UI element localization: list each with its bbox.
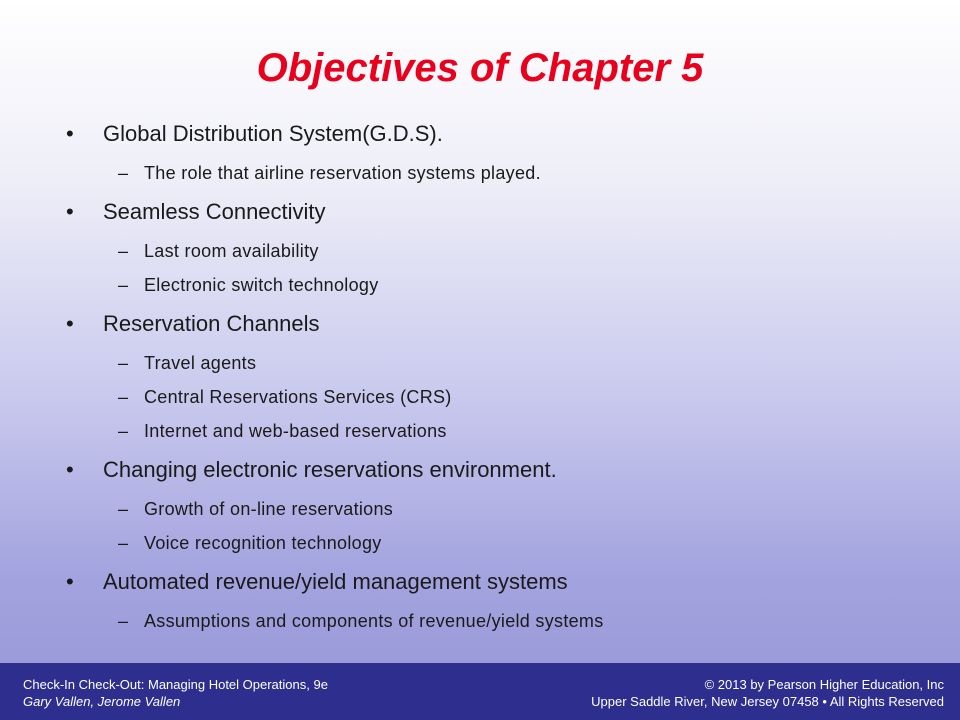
bullet-marker: • [66, 457, 74, 482]
sub-bullet-item [66, 268, 936, 302]
bullet-item [66, 560, 936, 604]
footer-bar [0, 663, 960, 720]
footer-book-title: Check-In Check-Out: Managing Hotel Operations, 9e [23, 677, 328, 692]
dash-marker: – [118, 387, 129, 407]
sub-bullet-text: Growth of on-line reservations [144, 499, 394, 519]
footer-authors: Gary Vallen, Jerome Vallen [23, 694, 181, 709]
sub-bullet-text: Travel agents [144, 353, 257, 373]
footer-left [23, 676, 328, 710]
sub-bullet-text: Last room availability [144, 241, 319, 261]
dash-marker: – [118, 499, 129, 519]
footer-copyright: © 2013 by Pearson Higher Education, Inc [704, 677, 944, 692]
sub-bullet-item [66, 346, 936, 380]
sub-bullet-text: Internet and web-based reservations [144, 421, 447, 441]
bullet-text: Global Distribution System(G.D.S). [103, 121, 443, 146]
bullet-text: Changing electronic reservations environment. [103, 457, 557, 482]
dash-marker: – [118, 275, 129, 295]
dash-marker: – [118, 353, 129, 373]
bullet-item [66, 448, 936, 492]
sub-bullet-item [66, 414, 936, 448]
sub-bullet-text: Electronic switch technology [144, 275, 379, 295]
bullet-marker: • [66, 199, 74, 224]
bullet-text: Seamless Connectivity [103, 199, 326, 224]
bullet-item [66, 302, 936, 346]
bullet-marker: • [66, 121, 74, 146]
bullet-marker: • [66, 569, 74, 594]
sub-bullet-text: Assumptions and components of revenue/yield systems [144, 611, 604, 631]
sub-bullet-item [66, 234, 936, 268]
sub-bullet-item [66, 526, 936, 560]
slide-title: Objectives of Chapter 5 [256, 46, 704, 90]
footer-right [591, 676, 944, 710]
dash-marker: – [118, 533, 129, 553]
bullet-text: Reservation Channels [103, 311, 320, 336]
dash-marker: – [118, 421, 129, 441]
dash-marker: – [118, 611, 129, 631]
sub-bullet-item [66, 492, 936, 526]
bullet-list [66, 112, 936, 638]
sub-bullet-text: Central Reservations Services (CRS) [144, 387, 452, 407]
bullet-item [66, 112, 936, 156]
footer-address: Upper Saddle River, New Jersey 07458 • All Rights Reserved [591, 694, 944, 709]
sub-bullet-item [66, 604, 936, 638]
dash-marker: – [118, 163, 129, 183]
sub-bullet-text: Voice recognition technology [144, 533, 382, 553]
sub-bullet-text: The role that airline reservation systems played. [144, 163, 541, 183]
sub-bullet-item [66, 380, 936, 414]
sub-bullet-item [66, 156, 936, 190]
bullet-marker: • [66, 311, 74, 336]
bullet-item [66, 190, 936, 234]
dash-marker: – [118, 241, 129, 261]
bullet-text: Automated revenue/yield management systems [103, 569, 568, 594]
